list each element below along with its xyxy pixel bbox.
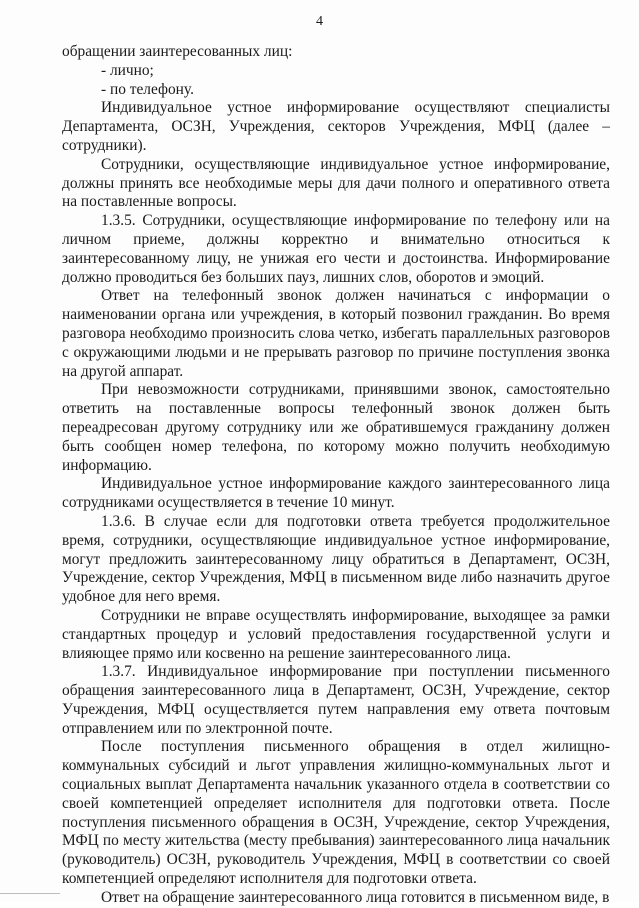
paragraph-individual-oral-informing: Индивидуальное устное информирование осуществляют специалисты Департамента, ОСЗН, Учреждения, секторов Учреждения, МФЦ (далее – сотрудники). bbox=[62, 99, 610, 154]
page-number: 4 bbox=[316, 14, 323, 29]
paragraph-staff-measures: Сотрудники, осуществляющие индивидуальное устное информирование, должны принять все необходимые меры для дачи полного и оперативного ответа на поставленные вопросы. bbox=[62, 155, 610, 211]
paragraph-duration: Индивидуальное устное информирование каждого заинтересованного лица сотрудниками осуществляется в течение 10 минут. bbox=[62, 475, 610, 512]
paragraph-1-3-6: 1.3.6. В случае если для подготовки ответа требуется продолжительное время, сотрудники, осуществляющие индивидуальное устное информирование, могут предложить заинтересованному лицу обратиться в Департамент, ОСЗН, Учреждение, сектор Учреждения, МФЦ в письменном виде либо назначить другое удобное для него время. bbox=[62, 512, 610, 606]
paragraph-continuation: обращении заинтересованных лиц: bbox=[62, 43, 293, 60]
list-item-in-person: - лично; bbox=[101, 61, 154, 79]
paragraph-call-redirect: При невозможности сотрудниками, принявшими звонок, самостоятельно ответить на поставленные вопросы телефонный звонок должен быть переадресован другому сотруднику или же обратившемуся гражданину должен быть сообщен номер телефона, по которому можно получить необходимую информацию. bbox=[62, 381, 610, 474]
paragraph-1-3-5: 1.3.5. Сотрудники, осуществляющие информирование по телефону или на личном приеме, должны корректно и внимательно относиться к заинтересованному лицу, не унижая его чести и достоинства. Информирование должно проводиться без больших пауз, лишних слов, оборотов и эмоций. bbox=[62, 212, 610, 286]
document-body bbox=[62, 43, 610, 908]
paragraph-limits: Сотрудники не вправе осуществлять информирование, выходящее за рамки стандартных процедур и условий предоставления государственной услуги и влияющее прямо или косвенно на решение заинтересованного лица. bbox=[62, 606, 610, 662]
list-item-phone: - по телефону. bbox=[101, 80, 194, 98]
paragraph-1-3-7: 1.3.7. Индивидуальное информирование при поступлении письменного обращения заинтересованного лица в Департамент, ОСЗН, Учреждение, сектор Учреждения, МФЦ осуществляется путем направления ему ответа почтовым отправлением или по электронной почте. bbox=[62, 663, 610, 737]
paragraph-written-request: После поступления письменного обращения в отдел жилищно-коммунальных субсидий и льгот управления жилищно-коммунальных льгот и социальных выплат Департамента начальник указанного отдела в соответствии со своей компетенцией определяет исполнителя для подготовки ответа. После поступления письменного обращения в ОСЗН, Учреждение, сектор Учреждения, МФЦ по месту жительства (месту пребывания) заинтересованного лица начальник (руководитель) ОСЗН, руководитель Учреждения, МФЦ в соответствии со своей компетенцией определяют исполнителя для подготовки ответа. bbox=[62, 738, 610, 888]
paragraph-phone-answer: Ответ на телефонный звонок должен начинаться с информации о наименовании органа или учреждения, в который позвонил гражданин. Во время разговора необходимо произносить слова четко, избегать параллельных разговоров с окружающими людьми и не прерывать разговор по причине поступления звонка на другой аппарат. bbox=[62, 287, 610, 380]
footer-divider bbox=[0, 893, 60, 894]
paragraph-written-answer: Ответ на обращение заинтересованного лица готовится в письменном виде, в bbox=[101, 888, 610, 906]
